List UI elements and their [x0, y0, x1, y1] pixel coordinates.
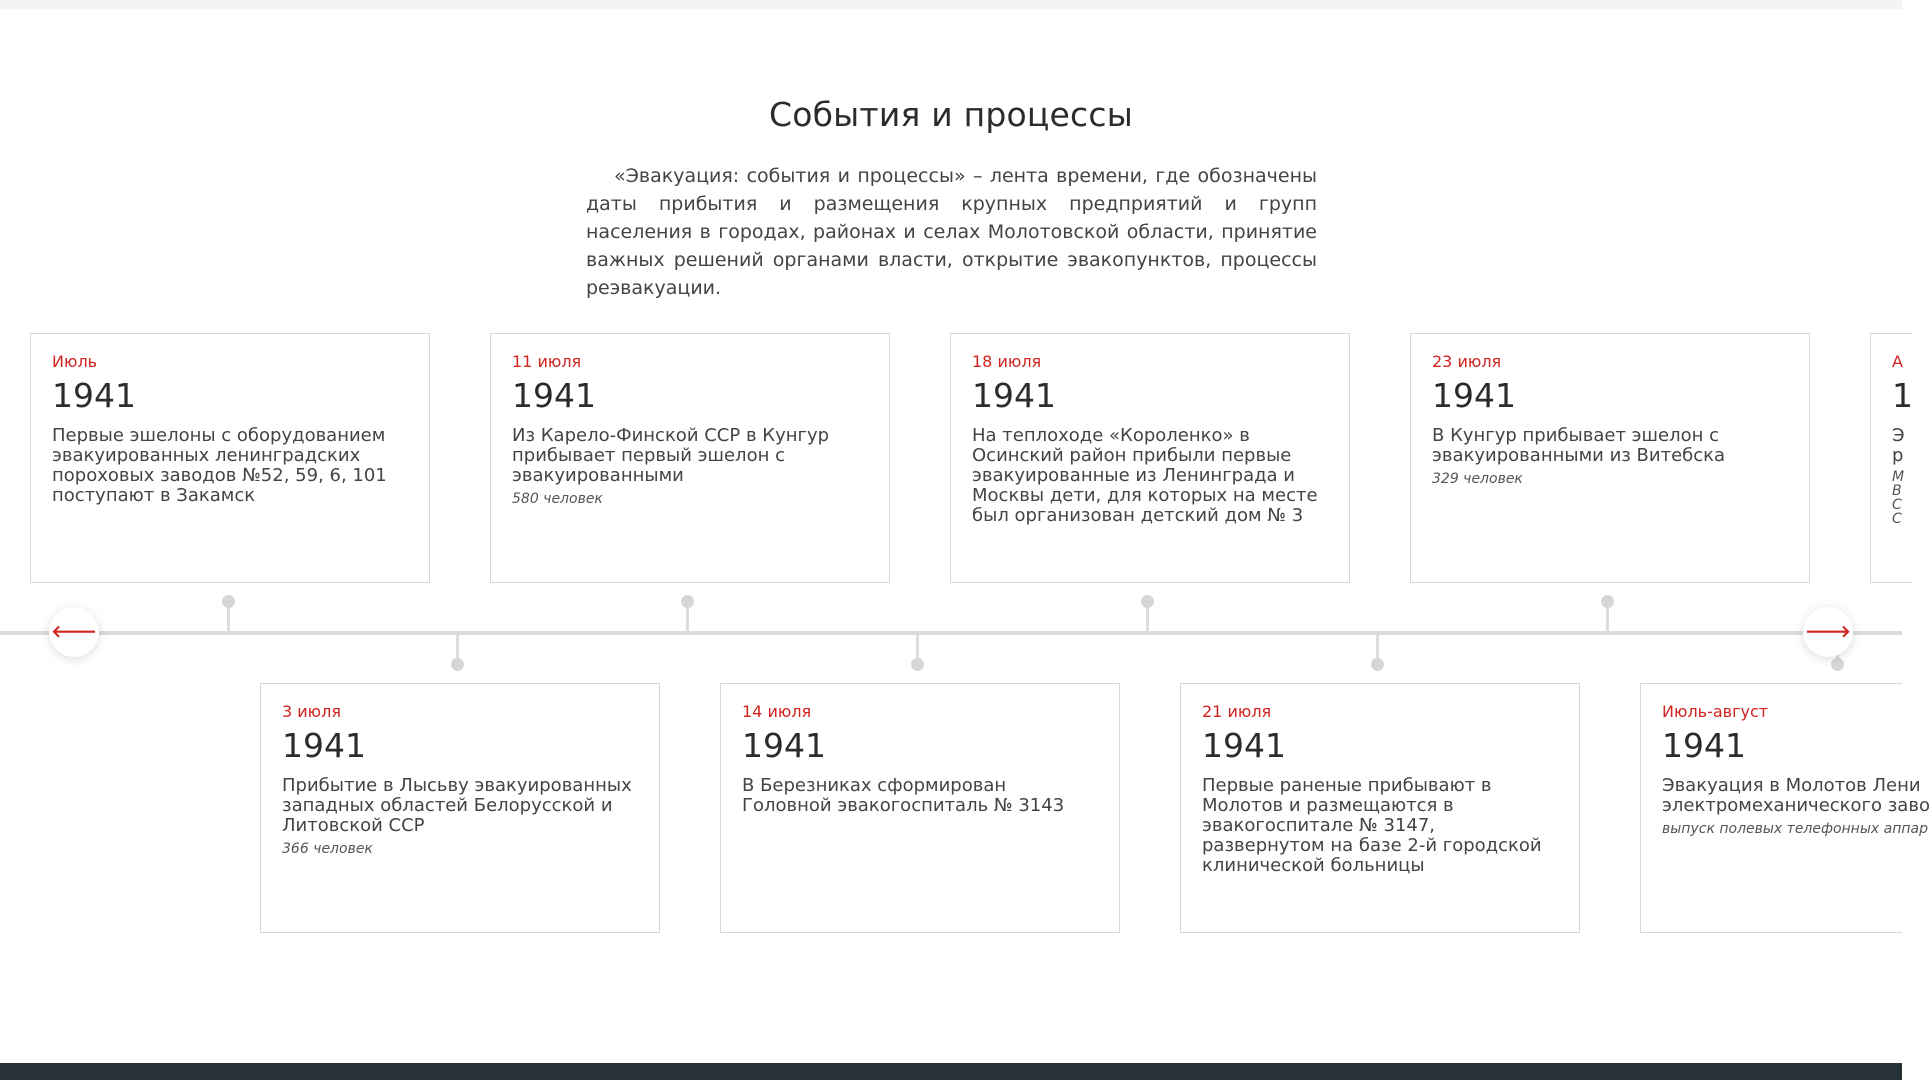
- timeline-connector: [1606, 607, 1609, 631]
- event-year: 1941: [512, 376, 596, 415]
- event-year: 1941: [972, 376, 1056, 415]
- next-button[interactable]: [1803, 607, 1853, 657]
- event-card[interactable]: [950, 333, 1350, 583]
- event-date: 14 июля: [742, 702, 812, 721]
- timeline-dot: [1601, 595, 1614, 608]
- arrow-left-icon: 🡐: [51, 622, 97, 642]
- event-card[interactable]: А 1 Э р М В С С: [1870, 333, 1912, 583]
- event-card[interactable]: [260, 683, 660, 933]
- event-date: 18 июля: [972, 352, 1042, 371]
- event-card[interactable]: [720, 683, 1120, 933]
- event-card[interactable]: [490, 333, 890, 583]
- event-text: Первые раненые прибывают в Молотов и размещаются в эвакогоспитале № 3147, развернутом на базе 2-й городской клинической больницы: [1202, 775, 1542, 876]
- event-date: Июль-август: [1662, 702, 1769, 721]
- section-title: События и процессы: [768, 95, 1133, 134]
- timeline-dot: [1371, 658, 1384, 671]
- event-card[interactable]: [1640, 683, 1930, 933]
- event-text: В Кунгур прибывает эшелон с эвакуированными из Витебска: [1432, 425, 1726, 466]
- top-strip: [0, 0, 1902, 9]
- timeline-connector: [1376, 635, 1379, 659]
- event-note: 580 человек: [512, 491, 603, 507]
- event-text: Из Карело-Финской ССР в Кунгур прибывает первый эшелон с эвакуированными: [512, 425, 830, 486]
- event-text: В Березниках сформирован Головной эвакогоспиталь № 3143: [742, 775, 1065, 816]
- event-date: 11 июля: [512, 352, 582, 371]
- event-date: 21 июля: [1202, 702, 1272, 721]
- arrow-right-icon: 🡒: [1805, 622, 1851, 642]
- timeline-connector: [227, 607, 230, 631]
- event-note: 366 человек: [282, 841, 373, 857]
- event-text: Первые эшелоны с оборудованием эвакуированных ленинградских пороховых заводов №52, 59, 6, 101 поступают в Закамск: [52, 425, 387, 506]
- timeline-connector: [1146, 607, 1149, 631]
- timeline-dot: [1831, 658, 1844, 671]
- event-date: Июль: [52, 352, 98, 371]
- event-year: 1941: [52, 376, 136, 415]
- timeline-dot: [681, 595, 694, 608]
- event-year: 1941: [1432, 376, 1516, 415]
- prev-button[interactable]: [49, 607, 99, 657]
- event-year: 1941: [282, 726, 366, 765]
- event-note: выпуск полевых телефонных аппар: [1662, 821, 1928, 837]
- footer-bar: [0, 1063, 1902, 1080]
- event-year: 1941: [1662, 726, 1746, 765]
- timeline-line: [0, 631, 1902, 635]
- event-year: 1941: [742, 726, 826, 765]
- timeline-dot: [1141, 595, 1154, 608]
- timeline-connector: [916, 635, 919, 659]
- event-date: 3 июля: [282, 702, 341, 721]
- timeline-dot: [911, 658, 924, 671]
- timeline-dot: [222, 595, 235, 608]
- event-card[interactable]: [30, 333, 430, 583]
- event-card[interactable]: [1180, 683, 1580, 933]
- section-description: «Эвакуация: события и процессы» – лента времени, где обозначены даты прибытия и размещения крупных предприятий и групп населения в городах, районах и селах Молотовской области, принятие важных решений органами власти, открытие эвакопунктов, процессы реэвакуации.: [586, 165, 1317, 299]
- event-year: 1941: [1202, 726, 1286, 765]
- event-card[interactable]: [1410, 333, 1810, 583]
- event-note: 329 человек: [1432, 471, 1523, 487]
- timeline-connector: [686, 607, 689, 631]
- event-date: 23 июля: [1432, 352, 1502, 371]
- event-text: Прибытие в Лысьву эвакуированных западных областей Белорусской и Литовской ССР: [282, 775, 632, 836]
- event-text: Эвакуация в Молотов Лени электромеханического заво: [1662, 775, 1930, 816]
- event-text: На теплоходе «Короленко» в Осинский район прибыли первые эвакуированные из Ленинграда и Москвы дети, для которых на месте был организован детский дом № 3: [972, 425, 1318, 526]
- timeline-connector: [456, 635, 459, 659]
- timeline-dot: [451, 658, 464, 671]
